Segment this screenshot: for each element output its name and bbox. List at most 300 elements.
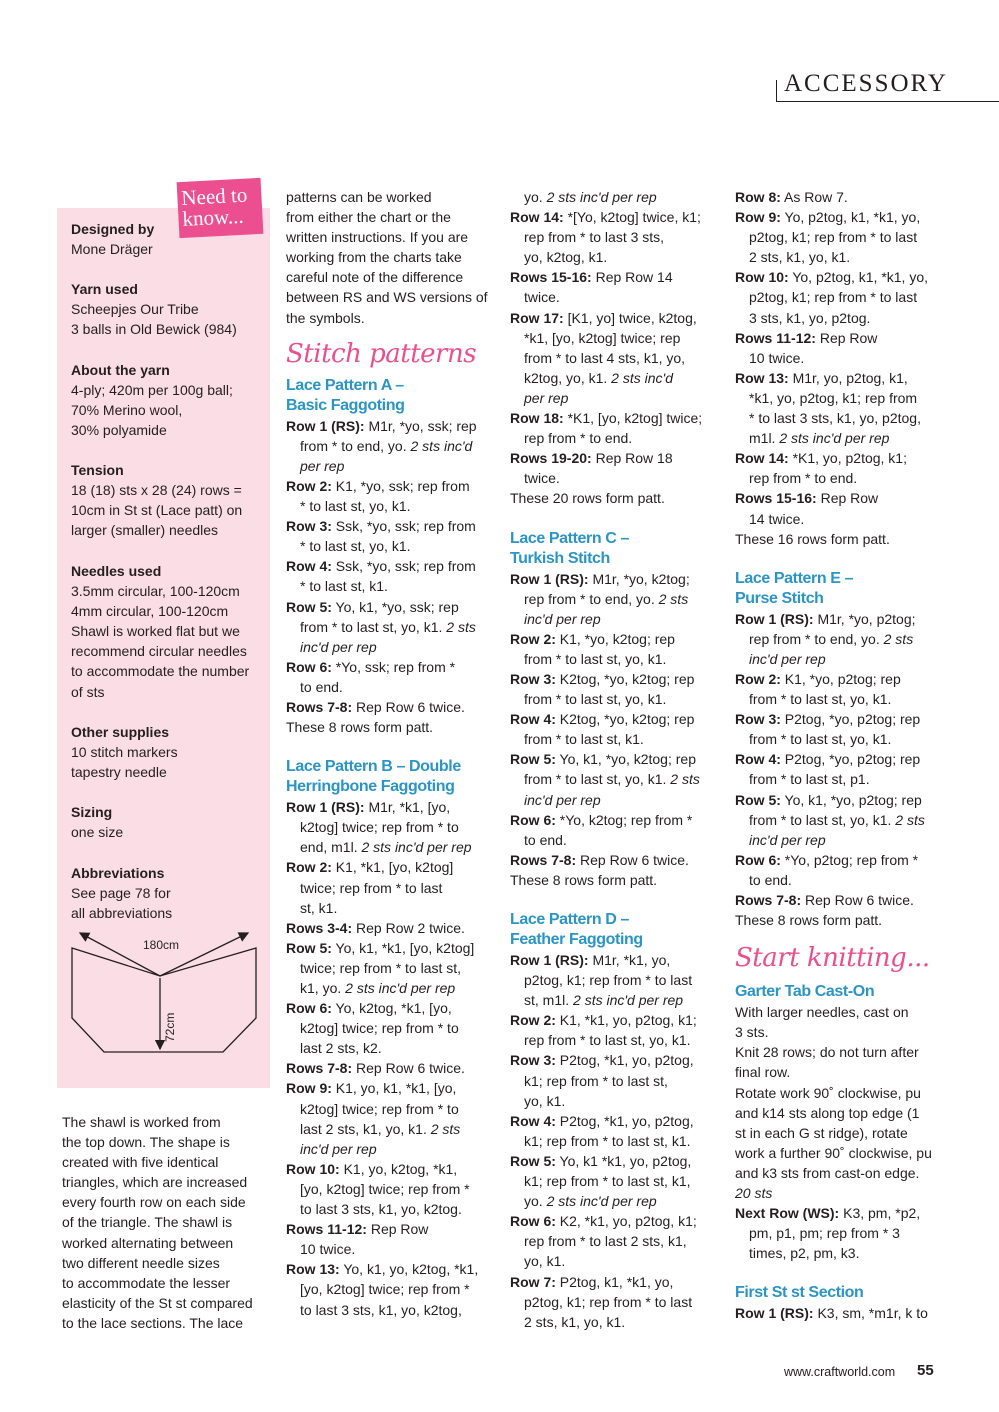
row-note: 2 sts inc'd per rep [345, 980, 456, 996]
row-note: inc'd per rep [524, 791, 601, 808]
row-text: M1r, *k1, [yo, [364, 799, 451, 816]
row-label: Rows 7-8: [510, 851, 577, 868]
needles-line: recommend circular needles [71, 643, 247, 660]
yarn-block [71, 279, 237, 339]
row-note: 2 sts inc'd [410, 437, 473, 454]
lace-b-rows-3-4 [286, 918, 496, 938]
row-label: Rows 15-16: [510, 269, 592, 286]
row-text: twice. [524, 289, 560, 306]
row-text: p2tog, k1; rep from * to last [749, 289, 918, 306]
intro-line: to the lace sections. The lace [62, 1314, 244, 1331]
needles-heading: Needles used [71, 563, 162, 579]
row-label: Row 5: [735, 791, 781, 808]
body-line: work a further 90˚ clockwise, pu [735, 1144, 932, 1161]
row-label: Row 1 (RS): [286, 417, 365, 434]
supplies-heading: Other supplies [71, 724, 170, 740]
row-text: Yo, k1, *k1, [yo, k2tog] [331, 939, 475, 956]
needles-block [71, 561, 249, 702]
row-text: [yo, k2tog] twice; rep from * [300, 1281, 470, 1298]
row-text: Rep Row [366, 1221, 429, 1238]
row-text: * to last st, yo, k1. [300, 498, 411, 515]
lace-d-row-13 [735, 368, 950, 448]
stitch-count: 20 sts [735, 1185, 773, 1202]
row-label: Row 18: [510, 410, 564, 427]
needles-line: of sts [71, 683, 105, 700]
row-text: Yo, k1, yo, k2tog, *k1, [339, 1261, 479, 1278]
row-note: 2 sts [446, 618, 476, 635]
row-text: * to last st, k1. [300, 578, 388, 595]
row-label: Row 4: [735, 751, 781, 768]
row-text: Yo, k1, *yo, k2tog; rep [555, 751, 696, 768]
lace-a-subtitle: Basic Faggoting [286, 396, 405, 414]
intro-line: the top down. The shape is [62, 1134, 230, 1151]
row-text: Rep Row [815, 329, 878, 346]
row-label: Rows 7-8: [286, 1060, 353, 1077]
row-text: K1, *yo, k2tog; rep [555, 630, 675, 647]
row-text: K1, yo, k1, *k1, [yo, [331, 1080, 457, 1097]
row-text: Yo, k1 *k1, yo, p2tog, [555, 1152, 692, 1169]
badge-line: Need to [180, 182, 248, 210]
lace-b-row-5 [286, 938, 496, 998]
yarn-heading: Yarn used [71, 281, 138, 297]
row-label: Row 4: [510, 1112, 556, 1129]
lace-e-row-6 [735, 850, 950, 890]
row-label: Row 5: [286, 598, 332, 615]
row-text: 10 twice. [749, 349, 805, 366]
needles-line: 3.5mm circular, 100-120cm [71, 583, 240, 600]
row-label: Row 4: [510, 711, 556, 728]
lace-b-row-9 [286, 1078, 496, 1158]
row-text: from * to last st, yo, k1. [300, 618, 447, 635]
lace-b-rows-19-20 [510, 448, 720, 488]
row-label: Row 8: [735, 189, 781, 205]
sizing-block [71, 802, 123, 842]
lace-b-rows-15-16 [510, 267, 720, 307]
tension-line: 18 (18) sts x 28 (24) rows = [71, 482, 242, 499]
lace-b-subtitle: Herringbone Faggoting [286, 778, 455, 796]
lace-e-row-5 [735, 790, 950, 850]
lace-c-title: Lace Pattern C – [510, 529, 629, 547]
lace-a-row-2 [286, 476, 496, 516]
lace-e-row-2 [735, 669, 950, 709]
row-text: *k1, yo, p2tog, k1; rep from [749, 389, 918, 406]
row-text: p2tog, k1; rep from * to last [524, 972, 693, 989]
page-number: 55 [917, 1362, 934, 1379]
lace-b-row-2 [286, 857, 496, 917]
sizing-heading: Sizing [71, 804, 113, 820]
row-text: end, m1l. [300, 839, 362, 856]
row-text: rep from * to end. [749, 470, 858, 487]
row-text: P2tog, *yo, p2tog; rep [780, 711, 921, 728]
row-label: Next Row (WS): [735, 1205, 840, 1222]
first-st-st-title: First St st Section [735, 1284, 864, 1302]
row-text: 14 twice. [749, 510, 805, 527]
lace-d-form: These 16 rows form patt. [735, 530, 890, 547]
body-line: st in each G st ridge), rotate [735, 1124, 908, 1141]
row-label: Row 14: [735, 450, 789, 467]
row-text: to last 3 sts, k1, yo, k2tog, [300, 1301, 462, 1318]
intro-line: to accommodate the lesser [62, 1274, 231, 1291]
body-line: working from the charts take [286, 249, 462, 266]
body-line: Knit 28 rows; do not turn after [735, 1044, 919, 1061]
row-label: Rows 11-12: [735, 329, 816, 346]
abbreviations-heading: Abbreviations [71, 865, 165, 881]
row-label: Row 6: [735, 851, 781, 868]
intro-line: triangles, which are increased [62, 1174, 248, 1191]
row-label: Row 1 (RS): [286, 799, 365, 816]
row-text: K3, sm, *m1r, k to [813, 1305, 928, 1322]
lace-e-form: These 8 rows form patt. [735, 912, 883, 929]
column-3 [510, 187, 720, 1332]
need-to-know-badge [177, 178, 264, 238]
row-text: *[Yo, k2tog] twice, k1; [563, 209, 701, 226]
first-st-st-row-1 [735, 1303, 950, 1323]
row-text: last 2 sts, k2. [300, 1040, 382, 1057]
row-text: k1; rep from * to last st, [524, 1072, 668, 1089]
row-text: K1, *yo, p2tog; rep [780, 670, 901, 687]
row-label: Row 3: [510, 1052, 556, 1069]
row-text: rep from * to last 3 sts, [524, 229, 665, 246]
row-text: 3 sts, k1, yo, p2tog. [749, 309, 871, 326]
row-text: to end. [524, 831, 567, 848]
row-note: inc'd per rep [524, 610, 601, 627]
row-text: yo, k2tog, k1. [524, 249, 608, 266]
lace-d-row-2 [510, 1010, 720, 1050]
body-line: and k3 sts from cast-on edge. [735, 1164, 920, 1181]
row-label: Row 1 (RS): [510, 570, 589, 587]
row-text: p2tog, k1; rep from * to last [749, 229, 918, 246]
supplies-line: 10 stitch markers [71, 744, 178, 761]
row-text: Yo, p2tog, k1, *k1, yo, [780, 209, 921, 226]
lace-a-row-1 [286, 416, 496, 476]
designed-by-heading: Designed by [71, 221, 155, 237]
row-note: inc'd per rep [300, 638, 377, 655]
lace-d-subtitle: Feather Faggoting [510, 931, 643, 948]
tension-block [71, 460, 242, 540]
about-line: 70% Merino wool, [71, 402, 183, 419]
row-label: Row 2: [286, 859, 332, 876]
body-line: Rotate work 90˚ clockwise, pu [735, 1084, 921, 1101]
row-text: twice; rep from * to last st, [300, 959, 462, 976]
row-label: Rows 15-16: [735, 490, 817, 507]
shawl-schematic [60, 918, 268, 1058]
lace-d-row-8 [735, 187, 950, 207]
row-note: inc'd per rep [749, 650, 826, 667]
lace-d-row-9 [735, 207, 950, 267]
row-text: P2tog, *k1, yo, p2tog, [555, 1112, 694, 1129]
lace-d-row-5 [510, 1151, 720, 1211]
intro-text [62, 1112, 267, 1333]
about-line: 4-ply; 420m per 100g ball; [71, 382, 233, 399]
lace-a-row-5 [286, 597, 496, 657]
row-text: M1r, *k1, yo, [588, 952, 671, 968]
row-label: Row 3: [286, 518, 332, 535]
row-text: M1r, *yo, ssk; rep [364, 417, 477, 434]
row-text: *Yo, ssk; rep from * [331, 658, 456, 675]
lace-b-row-14 [510, 207, 720, 267]
row-note: 2 sts [430, 1120, 461, 1137]
lace-a-rows-7-8 [286, 697, 496, 717]
row-label: Row 10: [735, 269, 789, 286]
row-text: twice; rep from * to last [300, 879, 443, 896]
row-note: per rep [524, 389, 569, 406]
row-text: *Yo, p2tog; rep from * [780, 851, 919, 868]
lace-b-row-17 [510, 308, 720, 408]
body-line: 3 sts. [735, 1024, 769, 1041]
row-text: p2tog, k1; rep from * to last [524, 1293, 693, 1310]
supplies-block [71, 722, 178, 782]
needles-line: 4mm circular, 100-120cm [71, 603, 229, 620]
row-text: Yo, k2tog, *k1, [yo, [331, 1000, 452, 1017]
lace-d-row-1 [510, 950, 720, 1010]
lace-d-row-7 [510, 1272, 720, 1332]
lace-c-subtitle: Turkish Stitch [510, 549, 610, 567]
lace-b-form: These 20 rows form patt. [510, 490, 665, 507]
abbreviations-line: all abbreviations [71, 905, 173, 922]
row-text: from * to last 4 sts, k1, yo, [524, 349, 686, 366]
row-text: Rep Row [816, 490, 879, 507]
row-text: Yo, p2tog, k1, *k1, yo, [788, 269, 929, 286]
row-label: Row 5: [510, 1152, 556, 1169]
row-note: per rep [300, 457, 345, 474]
body-line: patterns can be worked [286, 189, 432, 205]
header-rule-tick [776, 80, 777, 102]
row-text: last 2 sts, k1, yo, k1. [300, 1120, 431, 1137]
lace-e-title: Lace Pattern E – [735, 569, 854, 587]
row-label: Rows 7-8: [286, 698, 353, 715]
stitch-patterns-heading: Stitch patterns [286, 338, 477, 369]
row-text: K2, *k1, yo, p2tog, k1; [555, 1213, 697, 1230]
row-text: K1, *k1, yo, p2tog, k1; [555, 1012, 697, 1029]
intro-line: two different needle sizes [62, 1254, 220, 1271]
row-label: Rows 19-20: [510, 450, 592, 467]
lace-e-row-1 [735, 609, 950, 669]
row-label: Rows 3-4: [286, 919, 353, 936]
row-text: Rep Row 6 twice. [576, 851, 689, 868]
intro-line: every fourth row on each side [62, 1194, 246, 1211]
lace-a-title: Lace Pattern A – [286, 376, 404, 394]
row-note: 2 sts inc'd per rep [546, 1193, 657, 1210]
row-text: k2tog] twice; rep from * to [300, 1100, 459, 1117]
lace-c-rows-7-8 [510, 850, 720, 870]
lace-d-title: Lace Pattern D – [510, 911, 629, 928]
row-text: As Row 7. [780, 189, 848, 205]
row-text: 10 twice. [300, 1241, 356, 1258]
tension-line: larger (smaller) needles [71, 522, 219, 539]
row-text: st, m1l. [524, 992, 574, 1009]
row-text: K3, pm, *p2, [839, 1205, 921, 1222]
row-text: 2 sts, k1, yo, k1. [524, 1313, 626, 1330]
intro-line: elasticity of the St st compared [62, 1294, 253, 1311]
garter-tab-title: Garter Tab Cast-On [735, 983, 875, 1001]
row-text: from * to last st, yo, k1. [749, 691, 892, 708]
row-text: rep from * to last st, yo, k1. [524, 1032, 691, 1049]
row-text: K2tog, *yo, k2tog; rep [555, 670, 695, 687]
about-yarn-block [71, 360, 233, 440]
row-text: [yo, k2tog] twice; rep from * [300, 1180, 470, 1197]
badge-line: know... [181, 203, 245, 231]
row-text: P2tog, k1, *k1, yo, [555, 1273, 674, 1290]
row-label: Row 7: [510, 1273, 556, 1290]
designed-by-block [71, 219, 154, 259]
intro-line: of the triangle. The shawl is [62, 1214, 233, 1231]
row-text: M1r, *yo, p2tog; [813, 610, 916, 627]
yarn-line: Scheepjes Our Tribe [71, 301, 199, 318]
row-label: Row 3: [735, 711, 781, 728]
row-label: Row 10: [286, 1160, 340, 1177]
lace-c-row-3 [510, 669, 720, 709]
row-text: *Yo, k2tog; rep from * [555, 811, 693, 828]
row-text: from * to last st, yo, k1. [524, 650, 667, 667]
start-knitting-heading: Start knitting... [735, 943, 930, 974]
row-note: 2 sts [670, 771, 700, 788]
row-label: Row 5: [286, 939, 332, 956]
intro-line: created with five identical [62, 1154, 219, 1171]
row-label: Row 6: [510, 1213, 556, 1230]
lace-d-row-3 [510, 1050, 720, 1110]
row-text: from * to last st, p1. [749, 771, 870, 788]
row-label: Row 14: [510, 209, 564, 226]
row-text: K1, *yo, ssk; rep from [331, 477, 470, 494]
row-label: Row 6: [510, 811, 556, 828]
row-text: [K1, yo] twice, k2tog, [563, 309, 697, 326]
row-text: 2 sts, k1, yo, k1. [749, 249, 851, 266]
row-text: m1l. [749, 430, 780, 447]
lace-d-rows-11-12 [735, 328, 950, 368]
lace-d-row-6 [510, 1211, 720, 1271]
row-text: K1, yo, k2tog, *k1, [339, 1160, 458, 1177]
row-text: times, p2, pm, k3. [749, 1245, 860, 1262]
row-note: 2 sts inc'd per rep [546, 189, 657, 205]
lace-d-row-10 [735, 267, 950, 327]
row-label: Row 13: [286, 1261, 340, 1278]
lace-e-subtitle: Purse Stitch [735, 589, 824, 607]
row-note: inc'd per rep [300, 1140, 377, 1157]
intro-line: worked alternating between [62, 1234, 234, 1251]
body-line: written instructions. If you are [286, 229, 469, 246]
sizing-line: one size [71, 824, 124, 841]
row-text: Rep Row 18 [591, 450, 673, 467]
lace-e-rows-7-8 [735, 890, 950, 910]
lace-a-row-6 [286, 657, 496, 697]
row-label: Row 2: [510, 1012, 556, 1029]
row-label: Rows 7-8: [735, 892, 802, 908]
yarn-line: 3 balls in Old Bewick (984) [71, 321, 237, 338]
column-2 [286, 187, 496, 1320]
row-text: Rep Row 6 twice. [801, 892, 914, 908]
row-label: Row 13: [735, 369, 789, 386]
lace-d-row-14 [735, 448, 950, 488]
lace-b-rows-7-8 [286, 1058, 496, 1078]
row-label: Row 1 (RS): [735, 1305, 814, 1322]
row-text: pm, p1, pm; rep from * 3 [749, 1225, 900, 1242]
row-label: Rows 11-12: [286, 1221, 367, 1238]
row-label: Row 4: [286, 558, 332, 575]
lace-c-row-2 [510, 629, 720, 669]
abbreviations-line: See page 78 for [71, 885, 171, 902]
row-text: st, k1. [300, 899, 338, 916]
footer-url: www.craftworld.com [784, 1365, 896, 1379]
lace-a-form: These 8 rows form patt. [286, 719, 434, 736]
row-note: 2 sts [895, 811, 925, 828]
row-text: rep from * to last 2 sts, k1, [524, 1233, 687, 1250]
row-note: 2 sts [658, 590, 689, 607]
row-text: yo, k1. [524, 1253, 566, 1270]
row-label: Row 9: [286, 1080, 332, 1097]
lace-b-row-1 [286, 797, 496, 857]
lace-b-rows-11-12 [286, 1219, 496, 1259]
lace-c-row-6 [510, 810, 720, 850]
row-text: rep from * to end. [524, 430, 633, 447]
row-label: Row 2: [510, 630, 556, 647]
row-label: Row 6: [286, 658, 332, 675]
row-text: Rep Row 2 twice. [352, 919, 465, 936]
row-text: P2tog, *yo, p2tog; rep [780, 751, 921, 768]
row-text: *K1, yo, p2tog, k1; [788, 450, 907, 467]
row-text: from * to end, yo. [300, 437, 411, 454]
depth-label: 72cm [163, 1012, 177, 1042]
lace-b-title: Lace Pattern B – Double [286, 758, 461, 776]
row-label: Row 2: [735, 670, 781, 687]
row-label: Row 17: [510, 309, 564, 326]
row-text: Ssk, *yo, ssk; rep from [331, 518, 476, 535]
lace-a-row-4 [286, 556, 496, 596]
lace-c-row-4 [510, 709, 720, 749]
header-rule [776, 101, 999, 102]
row-text: k1; rep from * to last st, k1, [524, 1173, 691, 1190]
row-text: to end. [749, 871, 792, 888]
lace-b-row-10 [286, 1159, 496, 1219]
needles-line: Shawl is worked flat but we [71, 623, 240, 640]
row-label: Row 1 (RS): [510, 952, 589, 968]
row-text: yo. [524, 189, 547, 205]
body-line: from either the chart or the [286, 209, 451, 226]
row-label: Row 9: [735, 209, 781, 226]
row-text: Yo, k1, *yo, p2tog; rep [780, 791, 922, 808]
row-note: inc'd per rep [749, 831, 826, 848]
row-text: yo. [524, 1193, 547, 1210]
row-text: Rep Row 14 [591, 269, 673, 286]
lace-b-row-6 [286, 998, 496, 1058]
row-text: k2tog, yo, k1. [524, 369, 612, 386]
needles-line: to accommodate the number [71, 663, 250, 680]
row-label: Row 5: [510, 751, 556, 768]
row-note: 2 sts inc'd per rep [779, 430, 890, 447]
row-text: Ssk, *yo, ssk; rep from [331, 558, 476, 575]
row-label: Row 2: [286, 477, 332, 494]
body-line: With larger needles, cast on [735, 1004, 909, 1021]
about-line: 30% polyamide [71, 422, 167, 439]
row-text: k1, yo. [300, 980, 346, 996]
row-text: *k1, [yo, k2tog] twice; rep [524, 329, 681, 346]
about-yarn-heading: About the yarn [71, 362, 170, 378]
row-text: * to last 3 sts, k1, yo, p2tog, [749, 410, 921, 427]
row-text: k2tog] twice; rep from * to [300, 819, 459, 836]
row-text: to end. [300, 678, 343, 695]
row-text: yo, k1. [524, 1092, 566, 1109]
row-text: rep from * to end, yo. [749, 630, 884, 647]
row-text: M1r, *yo, k2tog; [588, 570, 690, 587]
garter-next-row [735, 1203, 950, 1263]
lace-d-row-4 [510, 1111, 720, 1151]
row-note: 2 sts inc'd per rep [573, 992, 684, 1009]
lace-b-row-13 [286, 1259, 496, 1319]
lace-e-row-4 [735, 749, 950, 789]
body-line: between RS and WS versions of [286, 289, 488, 306]
row-note: 2 sts [883, 630, 914, 647]
row-text: rep from * to end, yo. [524, 590, 659, 607]
lace-c-row-5 [510, 749, 720, 809]
